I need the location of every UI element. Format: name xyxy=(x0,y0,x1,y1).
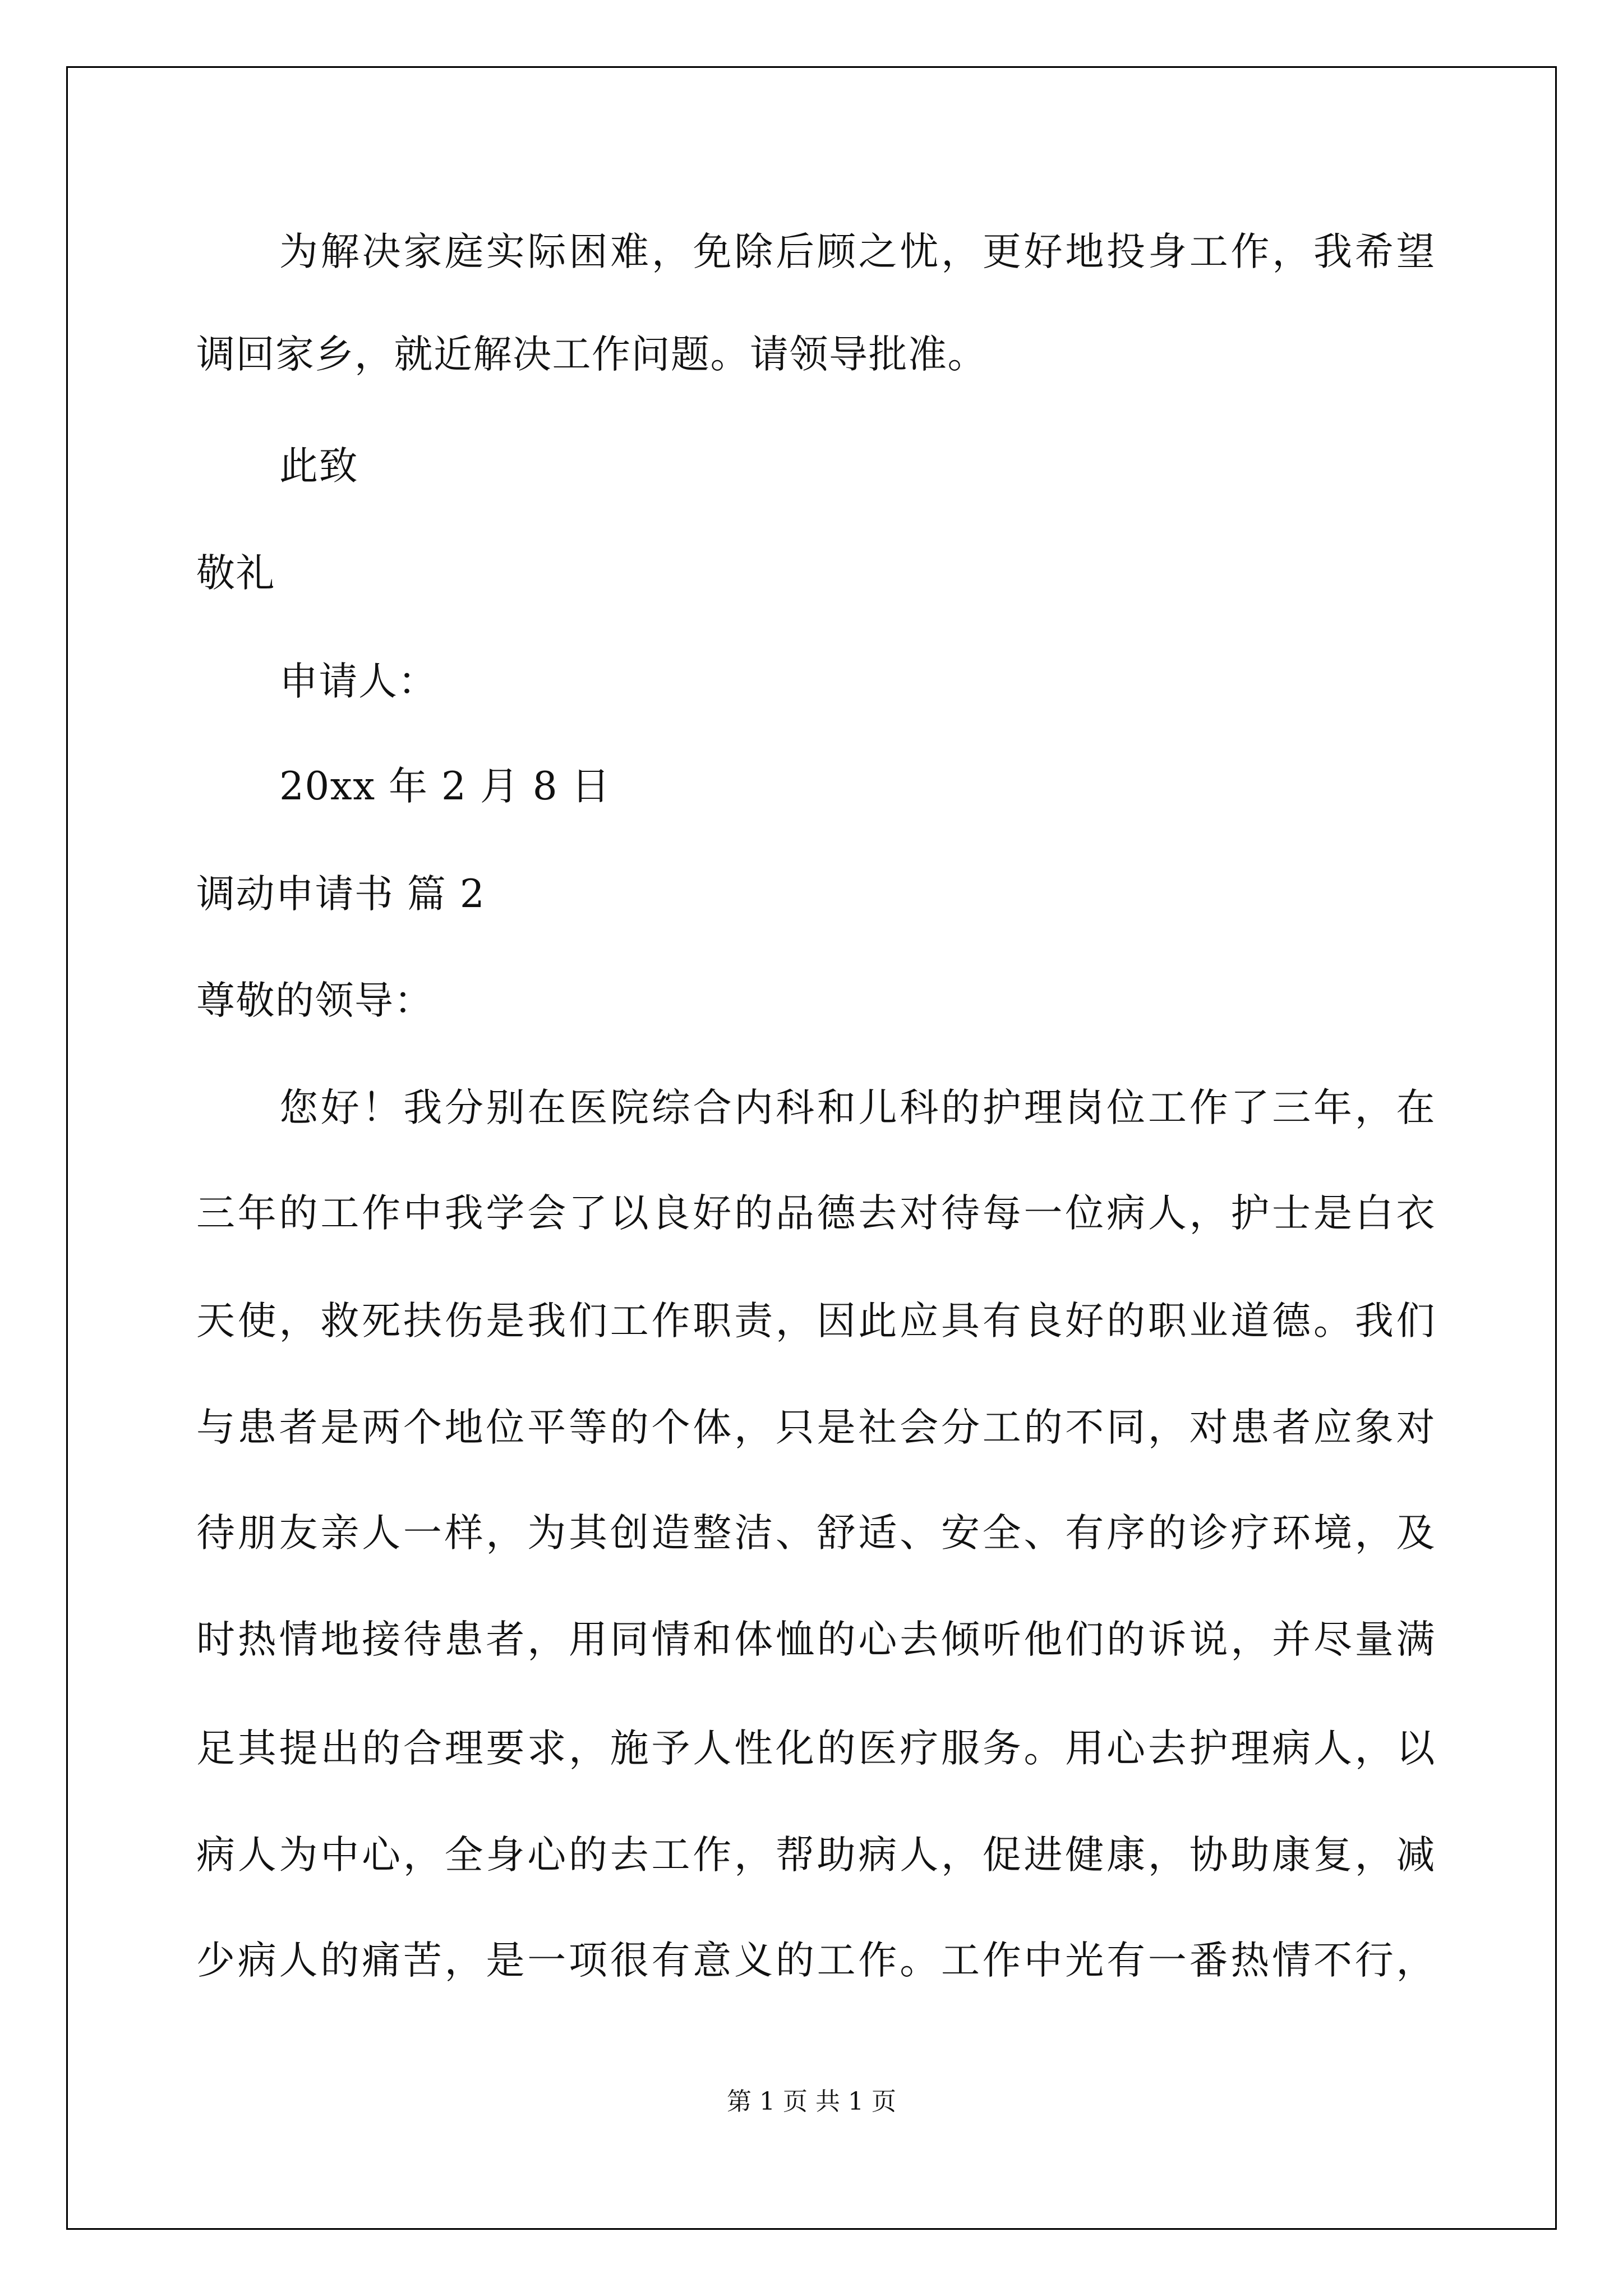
paragraph-line: 时热情地接待患者，用同情和体恤的心去倾听他们的诉说，并尽量满 xyxy=(196,1617,1436,1662)
paragraph-line: 少病人的痛苦，是一项很有意义的工作。工作中光有一番热情不行， xyxy=(196,1938,1436,1983)
greeting: 尊敬的领导： xyxy=(196,978,434,1023)
paragraph-line: 天使，救死扶伤是我们工作职责，因此应具有良好的职业道德。我们 xyxy=(196,1299,1436,1343)
paragraph-line: 调回家乡，就近解决工作问题。请领导批准。 xyxy=(196,332,987,377)
page-border xyxy=(66,66,1557,2230)
applicant-label: 申请人： xyxy=(279,659,437,704)
closing-salutation: 此致 xyxy=(279,444,358,489)
paragraph-line: 三年的工作中我学会了以良好的品德去对待每一位病人，护士是白衣 xyxy=(196,1191,1436,1236)
paragraph-line: 待朋友亲人一样，为其创造整洁、舒适、安全、有序的诊疗环境，及 xyxy=(196,1511,1436,1556)
closing-regards: 敬礼 xyxy=(196,551,275,596)
section-title: 调动申请书 篇 2 xyxy=(196,872,486,917)
paragraph-line: 足其提出的合理要求，施予人性化的医疗服务。用心去护理病人，以 xyxy=(196,1726,1436,1771)
paragraph-line: 与患者是两个地位平等的个体，只是社会分工的不同，对患者应象对 xyxy=(196,1405,1436,1450)
paragraph-line: 为解决家庭实际困难，免除后顾之忧，更好地投身工作，我希望 xyxy=(279,229,1436,274)
date-line: 20xx 年 2 月 8 日 xyxy=(279,764,611,809)
page-footer: 第 1 页 共 1 页 xyxy=(727,2087,896,2116)
paragraph-line: 病人为中心，全身心的去工作，帮助病人，促进健康，协助康复，减 xyxy=(196,1833,1436,1878)
paragraph-line: 您好！我分别在医院综合内科和儿科的护理岗位工作了三年，在 xyxy=(279,1085,1436,1130)
